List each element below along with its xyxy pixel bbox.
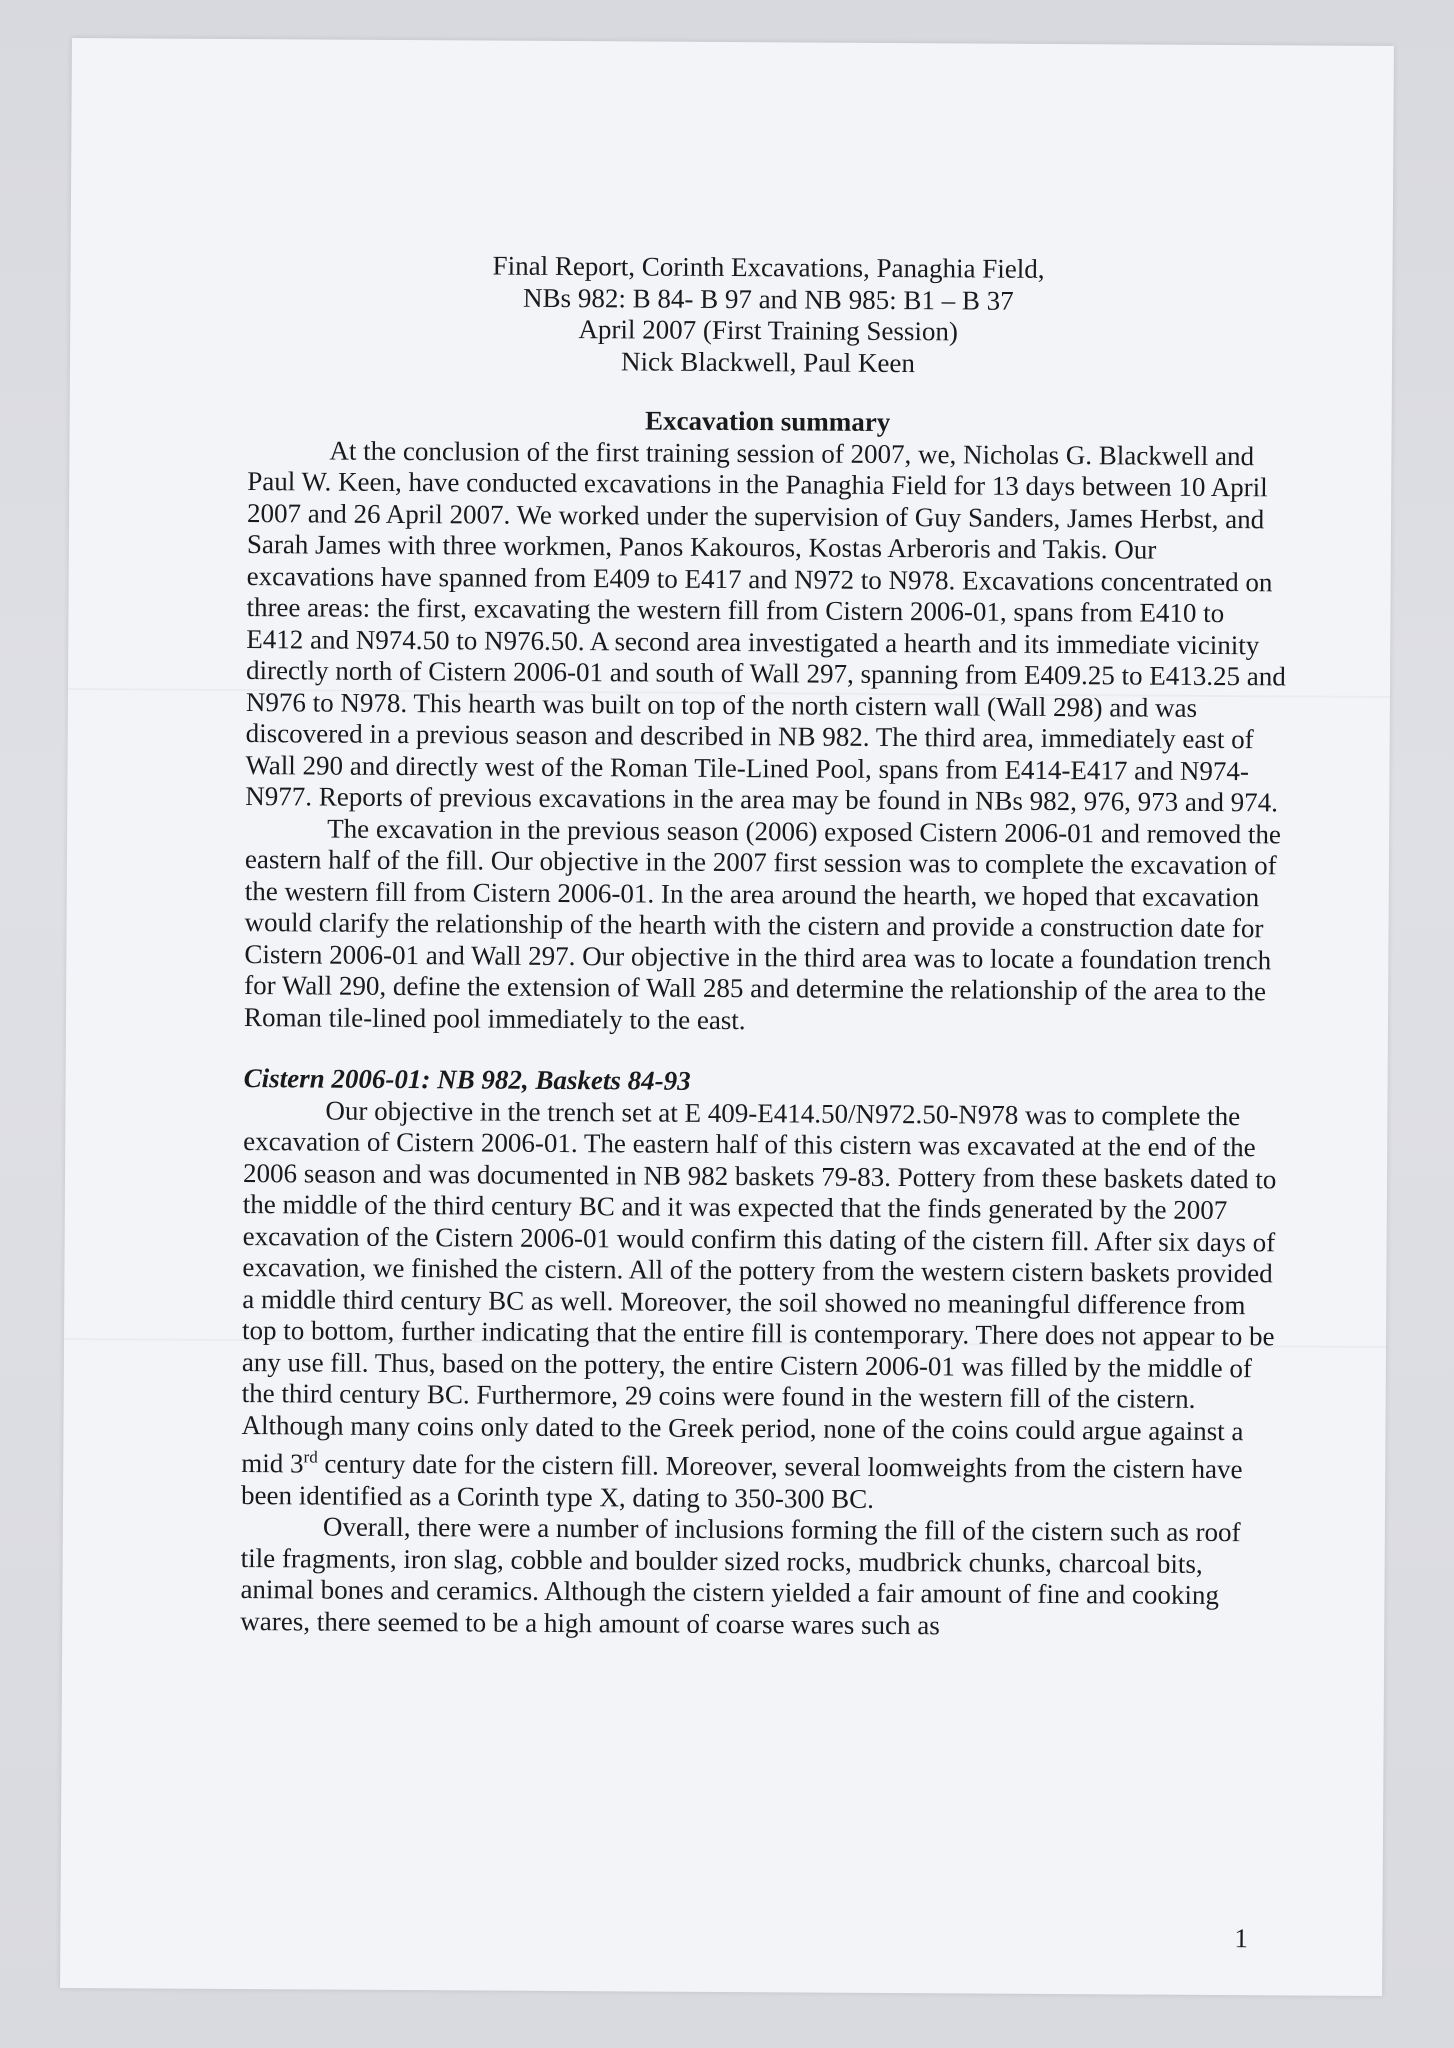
- report-authors: Nick Blackwell, Paul Keen: [620, 345, 916, 378]
- report-title: Final Report, Corinth Excavations, Panaghia Field,: [492, 250, 1045, 284]
- ordinal-suffix: rd: [303, 1447, 318, 1467]
- cistern-paragraph: Overall, there were a number of inclusions forming the fill of the cistern such as roof tile fragments, iron slag, cobble and boulder sized rocks, mudbrick chunks, charcoal bits, animal bones and ceramics. Although the cistern yielded a fair amount of fine and cooking wares, there seemed to be a high amount of coarse wares such as: [240, 1511, 1241, 1640]
- report-notebooks: NBs 982: B 84- B 97 and NB 985: B1 – B 37: [523, 282, 1014, 316]
- report-session: April 2007 (First Training Session): [578, 314, 959, 347]
- cistern-text: Our objective in the trench set at E 409-E414.50/N972.50-N978 was to complete the excavation of Cistern 2006-01. The eastern half of this cistern was excavated at the end of the 2006 season and was documented in NB 982 baskets 79-83. Pottery from these baskets dated to the middle of the third century BC and it was expected that the finds generated by the 2007 excavation of the Cistern 2006-01 would confirm this dating of the cistern fill. After six days of excavation, we finished the cistern. All of the pottery from the western cistern baskets provided a middle third century BC as well. Moreover, the soil showed no meaningful difference from top to bottom, further indicating that the entire fill is contemporary. There does not appear to be any use fill. Thus, based on the pottery, the entire Cistern 2006-01 was filled by the middle of the third century BC. Furthermore, 29 coins were found in the western fill of the cistern. Although many coins only dated to the Greek period, none of the coins could argue against a mid 3: [241, 1095, 1277, 1479]
- report-header: [248, 249, 1289, 381]
- summary-paragraph: The excavation in the previous season (2006) exposed Cistern 2006-01 and removed the eastern half of the fill. Our objective in the 2007 first session was to complete the excavation of the western fill from Cistern 2006-01. In the area around the hearth, we hoped that excavation would clarify the relationship of the hearth with the cistern and provide a construction date for Cistern 2006-01 and Wall 297. Our objective in the third area was to locate a foundation trench for Wall 290, define the extension of Wall 285 and determine the relationship of the area to the Roman tile-lined pool immediately to the east.: [243, 813, 1281, 1035]
- cistern-heading: Cistern 2006-01: NB 982, Baskets 84-93: [243, 1063, 691, 1096]
- document-page: [60, 38, 1394, 1996]
- summary-heading: Excavation summary: [644, 405, 891, 437]
- document-body: [240, 249, 1288, 1643]
- summary-paragraph: At the conclusion of the first training session of 2007, we, Nicholas G. Blackwell and Paul W. Keen, have conducted excavations in the Panaghia Field for 13 days between 10 April 2007 and 26 April 2007. We worked under the supervision of Guy Sanders, James Herbst, and Sarah James with three workmen, Panos Kakouros, Kostas Arberoris and Takis. Our excavations have spanned from E409 to E417 and N972 to N978. Excavations concentrated on three areas: the first, excavating the western fill from Cistern 2006-01, spans from E410 to E412 and N974.50 to N976.50. A second area investigated a hearth and its immediate vicinity directly north of Cistern 2006-01 and south of Wall 297, spanning from E409.25 to E413.25 and N976 to N978. This hearth was built on top of the north cistern wall (Wall 298) and was discovered in a previous season and described in NB 982. The third area, immediately east of Wall 290 and directly west of the Roman Tile-Lined Pool, spans from E414-E417 and N974-N977. Reports of previous excavations in the area may be found in NBs 982, 976, 973 and 974.: [245, 435, 1286, 818]
- page-number: 1: [1234, 1923, 1248, 1954]
- cistern-paragraph: [241, 1095, 1284, 1518]
- cistern-text: century date for the cistern fill. Moreover, several loomweights from the cistern have been identified as a Corinth type X, dating to 350-300 BC.: [240, 1448, 1243, 1514]
